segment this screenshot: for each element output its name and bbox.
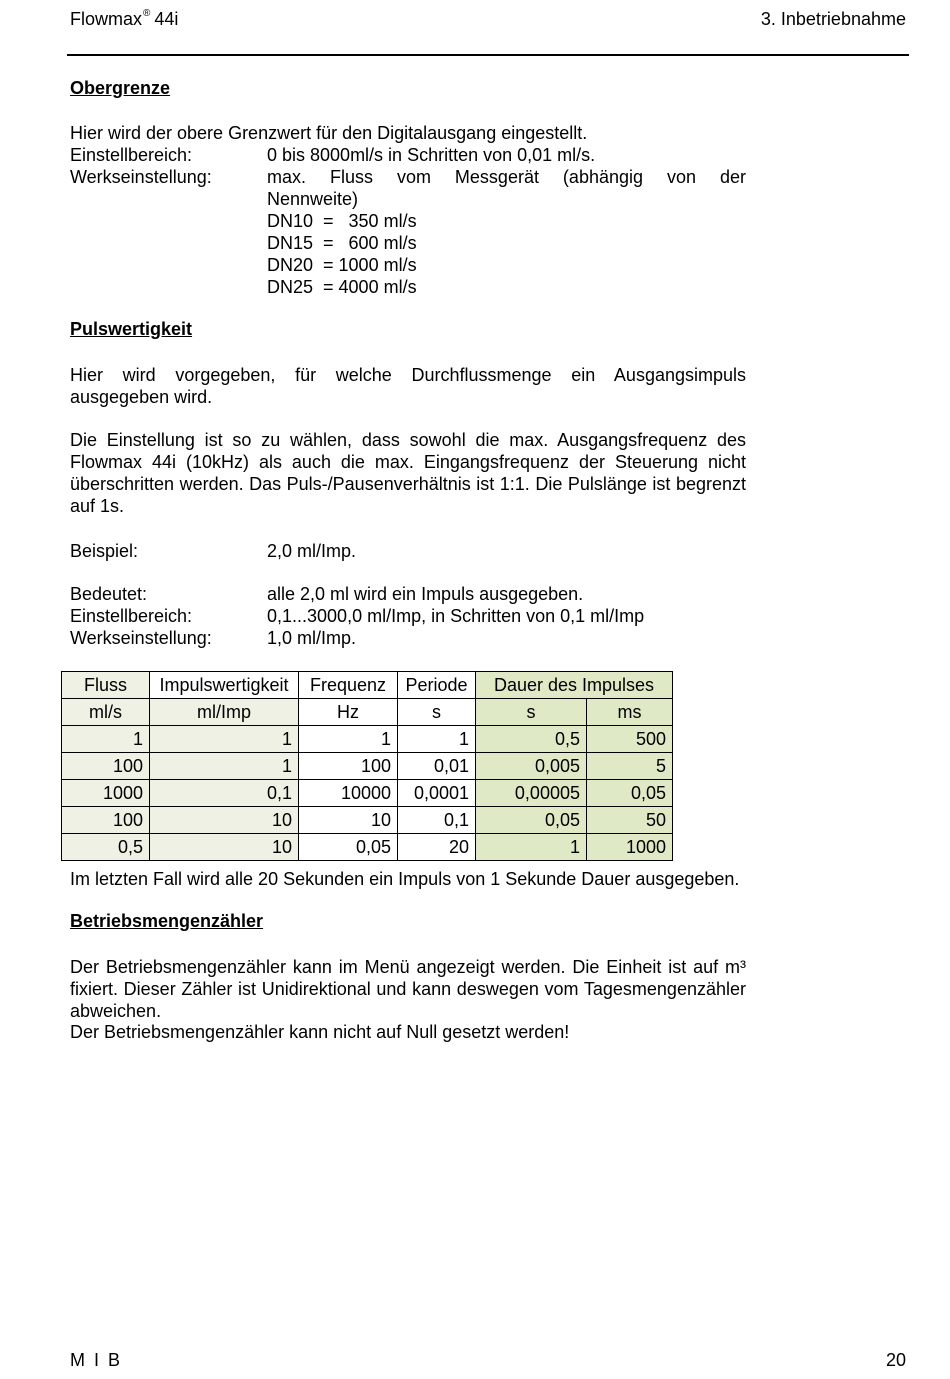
table-cell: 0,01 [398, 753, 476, 780]
header-rule [67, 54, 909, 56]
unit-cell: Hz [299, 699, 398, 726]
table-cell: 20 [398, 834, 476, 861]
page-number: 20 [885, 1350, 906, 1370]
puls-range-label: Einstellbereich: [70, 606, 193, 626]
header-frequenz: Frequenz [299, 672, 398, 699]
header-periode: Periode [398, 672, 476, 699]
dn20-value: DN20 = 1000 ml/s [267, 255, 417, 275]
heading-pulswertigkeit: Pulswertigkeit [70, 319, 193, 339]
example-value: 2,0 ml/Imp. [267, 541, 357, 561]
table-cell: 100 [62, 807, 150, 834]
meaning-value: alle 2,0 ml wird ein Impuls ausgegeben. [267, 584, 584, 604]
table-unit-row [62, 699, 673, 726]
table-cell: 1 [150, 753, 299, 780]
dn15-value: DN15 = 600 ml/s [267, 233, 417, 253]
example-label: Beispiel: [70, 541, 139, 561]
table-row [62, 753, 673, 780]
betrieb-paragraph-1: Der Betriebsmengenzähler kann im Menü angezeigt werden. Die Einheit ist auf m³ fixiert. Dieser Zähler ist Unidirektional und kann deswegen vom Tagesmengenzähler abweichen. [70, 957, 746, 1021]
table-cell: 500 [587, 726, 673, 753]
puls-range-value: 0,1...3000,0 ml/Imp, in Schritten von 0,1 ml/Imp [267, 606, 645, 626]
header-dauer: Dauer des Impulses [476, 672, 673, 699]
unit-cell: s [398, 699, 476, 726]
range-label: Einstellbereich: [70, 145, 193, 165]
table-cell: 10 [299, 807, 398, 834]
table-cell: 0,1 [398, 807, 476, 834]
table-cell: 10 [150, 834, 299, 861]
table-cell: 0,0001 [398, 780, 476, 807]
table-cell: 0,05 [587, 780, 673, 807]
table-cell: 100 [62, 753, 150, 780]
table-cell: 5 [587, 753, 673, 780]
heading-obergrenze: Obergrenze [70, 78, 171, 98]
header-impulswertigkeit: Impulswertigkeit [150, 672, 299, 699]
table-cell: 0,00005 [476, 780, 587, 807]
table-cell: 0,05 [476, 807, 587, 834]
default-label: Werkseinstellung: [70, 167, 212, 187]
puls-paragraph-2: Die Einstellung ist so zu wählen, dass sowohl die max. Ausgangsfrequenz des Flowmax 44i (10kHz) als auch die max. Eingangsfrequenz der Steuerung nicht überschritten werden. Das Puls-/Pausenverhältnis ist 1:1. Die Pulslänge ist begrenzt auf 1s. [70, 430, 746, 516]
betrieb-paragraph-2-text: Der Betriebsmengenzähler kann nicht auf Null gesetzt werden! [70, 1022, 570, 1042]
default-line-2: Nennweite) [267, 189, 359, 209]
table-cell: 1 [150, 726, 299, 753]
puls-default-value: 1,0 ml/Imp. [267, 628, 357, 648]
pulse-table [61, 671, 673, 861]
table-cell: 10 [150, 807, 299, 834]
default-line-1: max. Fluss vom Messgerät (abhängig von der [267, 167, 746, 187]
meaning-label: Bedeutet: [70, 584, 148, 604]
table-cell: 100 [299, 753, 398, 780]
table-cell: 50 [587, 807, 673, 834]
table-row [62, 807, 673, 834]
range-value: 0 bis 8000ml/s in Schritten von 0,01 ml/s. [267, 145, 596, 165]
table-row [62, 834, 673, 861]
unit-cell: ml/s [62, 699, 150, 726]
puls-paragraph-1: Hier wird vorgegeben, für welche Durchflussmenge ein Ausgangsimpuls ausgegeben wird. [70, 365, 746, 407]
table-cell: 0,1 [150, 780, 299, 807]
table-cell: 1 [62, 726, 150, 753]
obergrenze-intro-text: Hier wird der obere Grenzwert für den Digitalausgang eingestellt. [70, 123, 588, 143]
table-cell: 1 [476, 834, 587, 861]
header-product [70, 9, 178, 30]
dn10-value: DN10 = 350 ml/s [267, 211, 417, 231]
dn25-value: DN25 = 4000 ml/s [267, 277, 417, 297]
footer-company: M I B [70, 1350, 123, 1370]
table-row [62, 726, 673, 753]
product-model: 44i [154, 9, 179, 29]
table-cell: 0,5 [476, 726, 587, 753]
table-cell: 1000 [62, 780, 150, 807]
heading-betriebsmengenzaehler: Betriebsmengenzähler [70, 911, 264, 931]
unit-cell: ml/Imp [150, 699, 299, 726]
puls-default-label: Werkseinstellung: [70, 628, 212, 648]
table-cell: 0,005 [476, 753, 587, 780]
header-fluss: Fluss [62, 672, 150, 699]
header-chapter: 3. Inbetriebnahme [760, 9, 906, 29]
table-note-text: Im letzten Fall wird alle 20 Sekunden ein Impuls von 1 Sekunde Dauer ausgegeben. [70, 869, 740, 889]
table-cell: 10000 [299, 780, 398, 807]
unit-cell: ms [587, 699, 673, 726]
table-cell: 0,05 [299, 834, 398, 861]
table-header-row [62, 672, 673, 699]
table-row [62, 780, 673, 807]
registered-mark: ® [143, 8, 151, 19]
table-cell: 1000 [587, 834, 673, 861]
table-cell: 1 [299, 726, 398, 753]
table-cell: 1 [398, 726, 476, 753]
unit-cell: s [476, 699, 587, 726]
table-cell: 0,5 [62, 834, 150, 861]
product-name: Flowmax [70, 9, 143, 29]
